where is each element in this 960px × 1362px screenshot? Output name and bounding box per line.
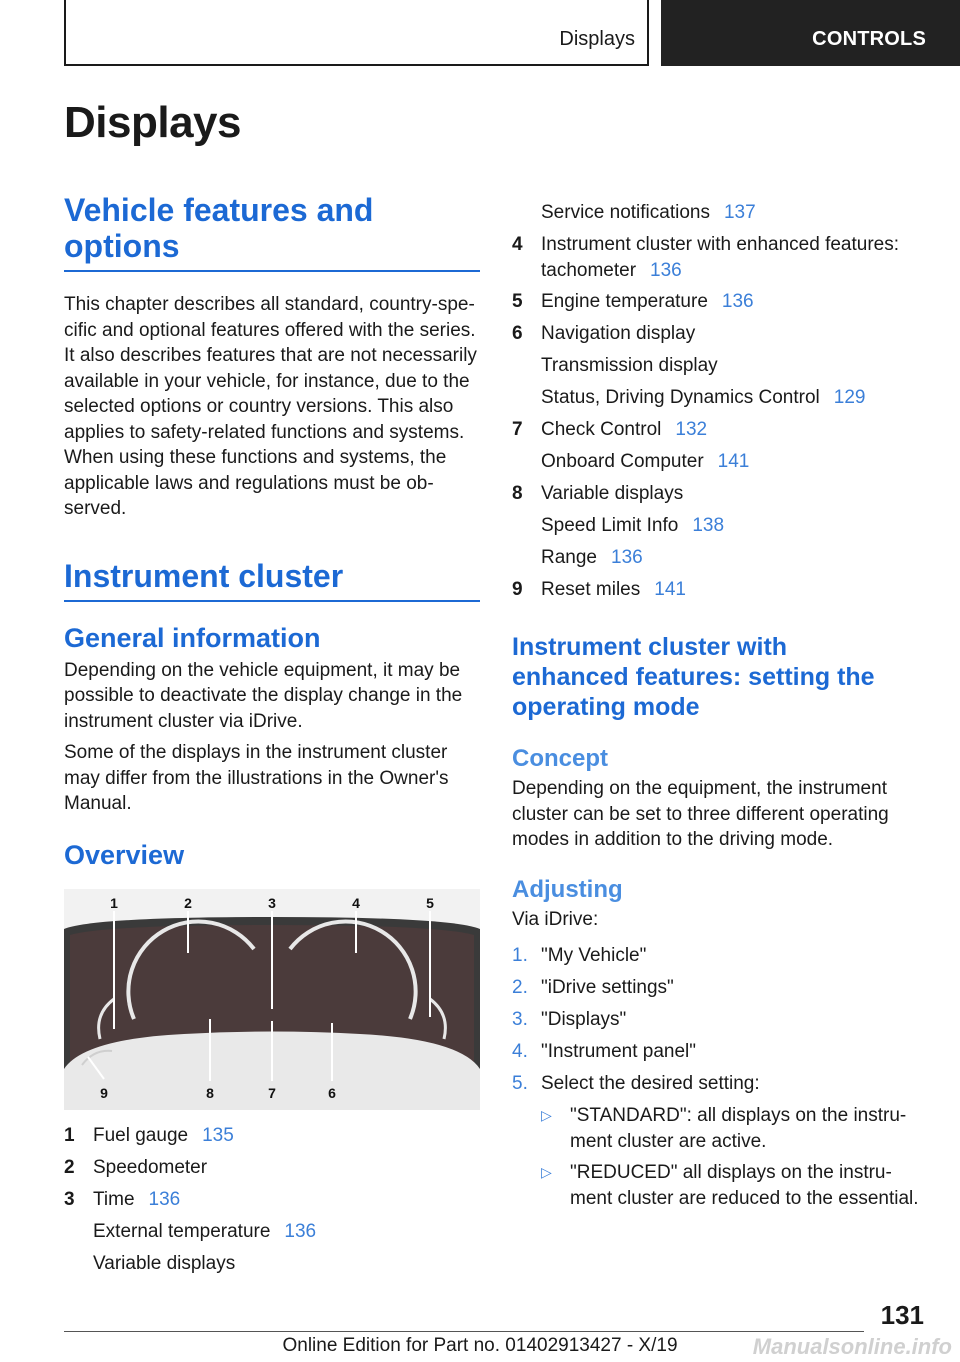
item-number: 6 (512, 323, 523, 344)
overview-heading: Overview (64, 839, 185, 870)
item-text: Status, Driving Dynamics Control (541, 387, 820, 408)
item-text-wrap (541, 414, 928, 446)
page-reference-link[interactable]: 135 (202, 1124, 234, 1146)
item-text-wrap (541, 478, 928, 510)
watermark: Manualsonline.info (752, 1334, 952, 1359)
header-section-title: Displays (559, 28, 635, 50)
item-text-wrap (541, 382, 928, 414)
list-item (512, 1004, 928, 1036)
item-text: Time (93, 1188, 135, 1210)
page-reference-link[interactable]: 132 (675, 419, 708, 440)
overview-list-left (64, 1120, 480, 1280)
callout-3: 3 (268, 894, 276, 911)
callout-9: 9 (100, 1084, 108, 1101)
option-text: "REDUCED" all displays on the instru-ment cluster are reduced to the essential. (570, 1162, 919, 1209)
page-reference-link[interactable]: 136 (284, 1220, 317, 1242)
item-text-wrap (541, 350, 928, 382)
enhanced-heading-line3: operating mode (512, 693, 700, 721)
step-text: "My Vehicle" (541, 945, 647, 966)
step-number: 2. (512, 977, 528, 998)
item-text-wrap (541, 446, 928, 478)
item-text: Check Control (541, 419, 662, 440)
callout-4: 4 (352, 894, 360, 911)
item-text-wrap (93, 1216, 480, 1248)
item-text: Instrument cluster with enhanced features: (541, 234, 900, 255)
item-text-wrap (93, 1152, 480, 1184)
item-text-wrap (541, 574, 928, 606)
instrument-cluster-heading: Instrument cluster (64, 558, 480, 602)
item-text-wrap (541, 229, 928, 286)
step-text: "Instrument panel" (541, 1041, 697, 1062)
step-text: Select the desired setting: (541, 1073, 760, 1094)
item-number (512, 197, 541, 229)
right-column (512, 197, 928, 1214)
list-item (64, 1248, 480, 1280)
left-column (64, 192, 480, 1280)
item-text-wrap (541, 318, 928, 350)
header-chapter-title: CONTROLS (812, 28, 926, 50)
header-chapter-box (661, 0, 960, 66)
item-text: Transmission display (541, 355, 718, 376)
list-item (512, 1036, 928, 1068)
item-number (64, 1216, 93, 1248)
item-number (64, 1248, 93, 1280)
list-item (512, 414, 928, 446)
general-information-paragraph-1: Depending on the vehicle equipment, it may be possible to deactivate the display change in the instrument cluster via iDrive. (64, 659, 463, 732)
item-number: 8 (512, 483, 523, 504)
page-reference-link[interactable]: 141 (717, 451, 750, 472)
page-reference-link[interactable]: 136 (721, 291, 754, 312)
item-text-wrap (541, 197, 928, 229)
item-number: 3 (64, 1188, 75, 1210)
adjusting-steps (512, 940, 928, 1214)
item-number: 9 (512, 579, 523, 600)
step-text: "Displays" (541, 1009, 627, 1030)
callout-2: 2 (184, 894, 192, 911)
list-item (64, 1120, 480, 1152)
triangle-bullet-icon: ▷ (541, 1107, 552, 1123)
item-number: 7 (512, 419, 523, 440)
list-item (512, 574, 928, 606)
item-number: 4 (512, 234, 523, 255)
setting-option (541, 1100, 928, 1157)
list-item (512, 382, 928, 414)
item-text-wrap (541, 542, 928, 574)
item-text-continued: tachometer (541, 259, 637, 281)
item-text: Speed Limit Info (541, 515, 679, 536)
item-number: 2 (64, 1156, 75, 1178)
page-reference-link[interactable]: 141 (654, 579, 686, 600)
item-text-wrap (93, 1184, 480, 1216)
page-reference-link[interactable]: 129 (833, 387, 866, 408)
step-number: 5. (512, 1073, 528, 1094)
vehicle-features-body: This chapter describes all standard, country-spe-cific and optional features offered with the series. It also describes features that are not necessarily available in your vehicle, for instance, due to the selected options or country versions. This also applies to safety-related functions and systems. When using these functions and systems, the applicable laws and regulations must be ob-served. (64, 294, 477, 519)
list-item (512, 940, 928, 972)
list-item (512, 1068, 928, 1100)
page-reference-link[interactable]: 138 (692, 515, 725, 536)
list-item (512, 478, 928, 510)
instrument-cluster-illustration (64, 889, 480, 1110)
list-item (512, 286, 928, 318)
item-text: Variable displays (93, 1252, 236, 1274)
page-reference-link[interactable]: 136 (148, 1188, 181, 1210)
list-item (512, 229, 928, 286)
vehicle-features-heading (64, 192, 480, 272)
enhanced-heading-line1: Instrument cluster with (512, 633, 788, 661)
cluster-drawing (64, 889, 480, 1110)
item-text: Speedometer (93, 1156, 208, 1178)
list-item (512, 446, 928, 478)
item-text: External temperature (93, 1220, 271, 1242)
adjusting-heading: Adjusting (512, 875, 623, 903)
item-number (512, 542, 541, 574)
via-idrive-text: Via iDrive: (512, 908, 599, 930)
concept-heading: Concept (512, 745, 608, 772)
triangle-bullet-icon: ▷ (541, 1164, 552, 1180)
item-text-wrap (93, 1248, 480, 1280)
page-reference-link[interactable]: 137 (723, 202, 756, 223)
item-number: 5 (512, 291, 523, 312)
list-item (512, 542, 928, 574)
list-item (512, 972, 928, 1004)
list-item (64, 1184, 480, 1216)
item-text-wrap (93, 1120, 480, 1152)
header-section-box (64, 0, 649, 66)
callout-5: 5 (426, 894, 434, 911)
step-number: 4. (512, 1041, 528, 1062)
vehicle-features-heading-line2: options (64, 228, 180, 264)
list-item (512, 197, 928, 229)
item-number (512, 350, 541, 382)
item-text: Onboard Computer (541, 451, 704, 472)
step-number: 1. (512, 945, 528, 966)
page-reference-link[interactable]: 136 (650, 259, 682, 281)
footer-edition-text: Online Edition for Part no. 01402913427 - X/19 (282, 1335, 678, 1356)
item-text: Reset miles (541, 579, 641, 600)
page-reference-link[interactable]: 136 (611, 547, 643, 568)
list-item (512, 510, 928, 542)
item-text: Fuel gauge (93, 1124, 189, 1146)
general-information-paragraph-2: Some of the displays in the instrument cluster may differ from the illustrations in the Owner's Manual. (64, 742, 449, 814)
item-text-wrap (541, 510, 928, 542)
setting-option (541, 1157, 928, 1214)
item-text: Navigation display (541, 323, 696, 344)
item-number (512, 382, 541, 414)
page-title: Displays (64, 98, 241, 147)
list-item (64, 1152, 480, 1184)
option-text: "STANDARD": all displays on the instru-ment cluster are active. (570, 1105, 907, 1152)
item-text: Engine temperature (541, 291, 708, 312)
item-number: 1 (64, 1124, 75, 1146)
list-item (512, 350, 928, 382)
step-text: "iDrive settings" (541, 977, 674, 998)
item-text: Variable displays (541, 483, 684, 504)
step-number: 3. (512, 1009, 528, 1030)
enhanced-features-heading (512, 632, 928, 722)
page-number: 131 (880, 1300, 924, 1330)
callout-7: 7 (268, 1084, 276, 1101)
overview-list-right (512, 197, 928, 606)
concept-body: Depending on the equipment, the instrument cluster can be set to three different operating modes in addition to the driving mode. (512, 778, 889, 850)
list-item (512, 318, 928, 350)
vehicle-features-heading-line1: Vehicle features and (64, 192, 374, 228)
item-number (512, 510, 541, 542)
callout-6: 6 (328, 1084, 336, 1101)
enhanced-heading-line2: enhanced features: setting the (512, 663, 875, 691)
footer-divider (64, 1331, 864, 1332)
item-number (512, 446, 541, 478)
list-item (64, 1216, 480, 1248)
callout-1: 1 (110, 894, 118, 911)
item-text: Range (541, 547, 597, 568)
general-information-heading: General information (64, 622, 321, 653)
item-text-wrap (541, 286, 928, 318)
callout-8: 8 (206, 1084, 214, 1101)
item-text: Service notifications (541, 202, 710, 223)
